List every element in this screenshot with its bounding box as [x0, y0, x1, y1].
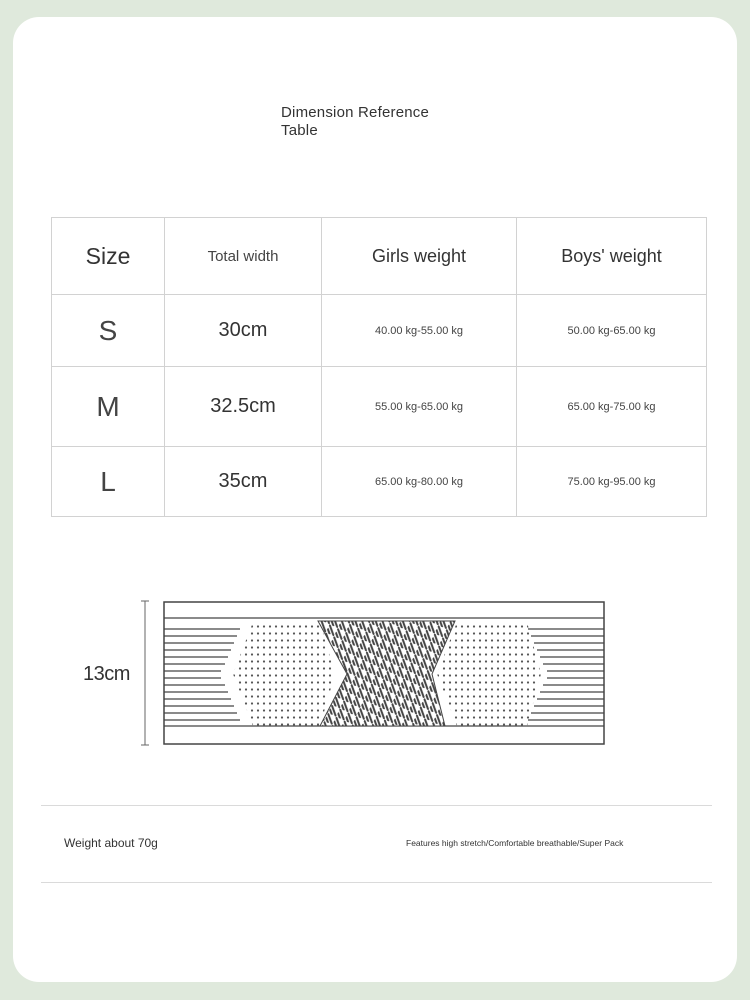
width-cell: 32.5cm	[165, 367, 322, 447]
table-row	[52, 295, 707, 367]
size-cell: S	[52, 295, 165, 367]
divider-bottom	[41, 882, 712, 883]
table-header-row	[52, 218, 707, 295]
size-cell: L	[52, 447, 165, 517]
girls-weight-cell: 40.00 kg-55.00 kg	[322, 295, 517, 367]
girls-weight-cell: 55.00 kg-65.00 kg	[322, 367, 517, 447]
table-row	[52, 367, 707, 447]
divider-top	[41, 805, 712, 806]
boys-weight-cell: 75.00 kg-95.00 kg	[517, 447, 707, 517]
header-girls-weight: Girls weight	[322, 218, 517, 295]
weight-note: Weight about 70g	[64, 836, 158, 850]
height-dimension-marker	[141, 601, 149, 745]
header-total-width: Total width	[165, 218, 322, 295]
boys-weight-cell: 65.00 kg-75.00 kg	[517, 367, 707, 447]
width-cell: 35cm	[165, 447, 322, 517]
width-cell: 30cm	[165, 295, 322, 367]
header-boys-weight: Boys' weight	[517, 218, 707, 295]
features-note: Features high stretch/Comfortable breathable/Super Pack	[406, 838, 624, 848]
page-title: Dimension Reference Table	[281, 104, 430, 139]
size-table	[51, 217, 707, 517]
height-dimension-label: 13cm	[83, 663, 130, 685]
header-size: Size	[52, 218, 165, 295]
girls-weight-cell: 65.00 kg-80.00 kg	[322, 447, 517, 517]
band-diagram	[75, 595, 615, 755]
table-row	[52, 447, 707, 517]
boys-weight-cell: 50.00 kg-65.00 kg	[517, 295, 707, 367]
size-cell: M	[52, 367, 165, 447]
